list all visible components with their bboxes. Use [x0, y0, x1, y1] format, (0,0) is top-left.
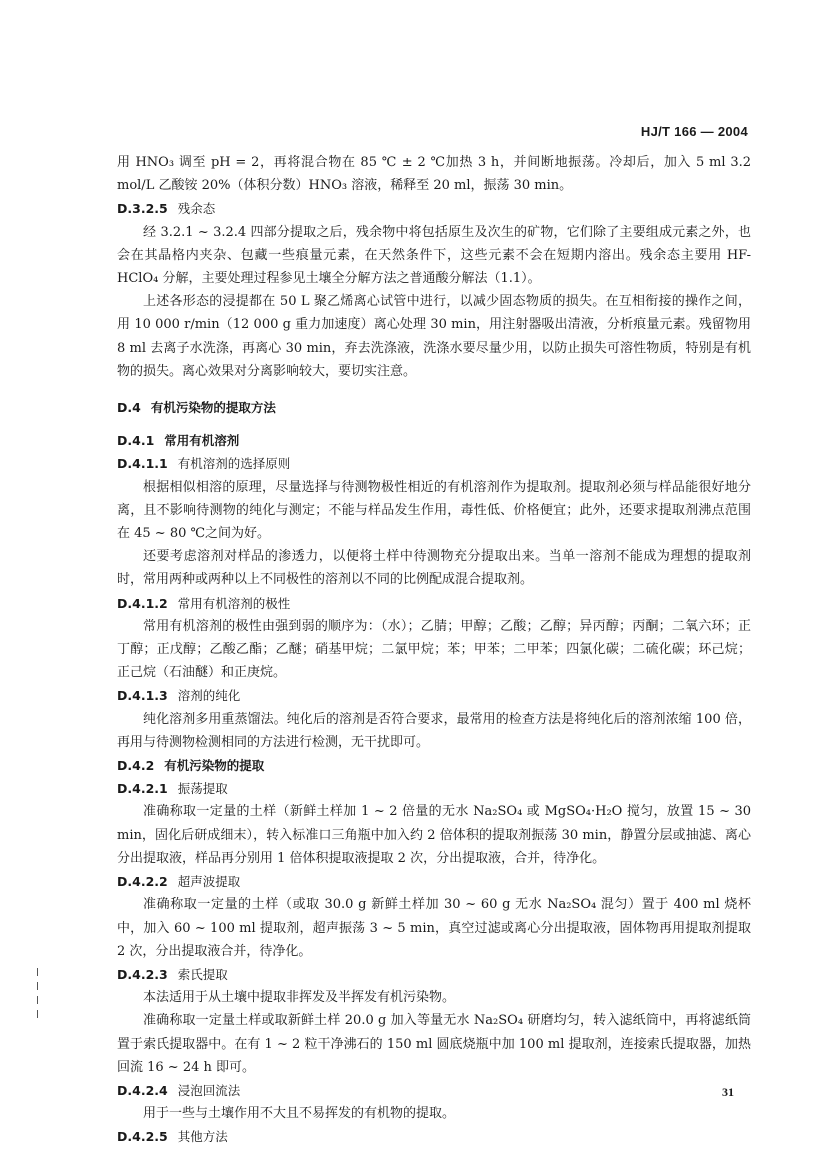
heading-number: D.4.1	[117, 433, 155, 449]
paragraph: 还要考虑溶剂对样品的渗透力，以便将土样中待测物充分提取出来。当单一溶剂不能成为理想的提取剂时，常用两种或两种以上不同极性的溶剂以不同的比例配成混合提取剂。	[117, 549, 751, 588]
paragraph: 本法适用于从土壤中提取非挥发及半挥发有机污染物。	[143, 990, 456, 1006]
section-heading	[117, 396, 751, 419]
heading-number: D.3.2.5	[117, 201, 168, 217]
heading-number: D.4.2.2	[117, 874, 168, 890]
heading-title: 浸泡回流法	[177, 1082, 241, 1098]
paragraph: 纯化溶剂多用重蒸馏法。纯化后的溶剂是否符合要求，最常用的检查方法是将纯化后的溶剂浓缩 100 倍，再用与待测物检测相同的方法进行检测，无干扰即可。	[117, 711, 751, 750]
subsection-heading	[117, 452, 751, 475]
subsection-heading	[117, 684, 751, 707]
paragraph: 经 3.2.1 ~ 3.2.4 四部分提取之后，残余物中将包括原生及次生的矿物，它们除了主要组成元素之外，也会在其晶格内夹杂、包藏一些痕量元素，在天然条件下，这些元素不会在短期内溶出。残余态主要用 HF-HClO₄ 分解，主要处理过程参见土壤全分解方法之普通酸分解法（1.1）。	[117, 224, 751, 287]
paragraph: 用于一些与土壤作用不大且不易挥发的有机物的提取。	[143, 1106, 456, 1122]
subsection-heading	[117, 429, 751, 452]
heading-number: D.4.1.1	[117, 456, 168, 472]
heading-title: 有机溶剂的选择原则	[177, 456, 291, 472]
paragraph: 用 HNO₃ 调至 pH = 2，再将混合物在 85 ℃ ± 2 ℃加热 3 h，并间断地振荡。冷却后，加入 5 ml 3.2 mol/L 乙酸铵 20%（体积分数）HNO₃ 溶液，稀释至 20 ml，振荡 30 min。	[117, 155, 751, 194]
heading-title: 超声波提取	[177, 874, 241, 890]
subsection-heading	[117, 777, 751, 800]
heading-number: D.4.2.3	[117, 966, 168, 982]
heading-title: 常用有机溶剂的极性	[177, 595, 291, 611]
paragraph: 根据相似相溶的原理，尽量选择与待测物极性相近的有机溶剂作为提取剂。提取剂必须与样品能很好地分离，且不影响待测物的纯化与测定；不能与样品发生作用，毒性低、价格便宜；此外，还要求提取剂沸点范围在 45 ~ 80 ℃之间为好。	[117, 479, 751, 542]
heading-title: 残余态	[177, 201, 216, 217]
standard-code: HJ/T 166 — 2004	[640, 124, 748, 139]
document-body	[117, 151, 751, 1149]
heading-number: D.4.2	[117, 758, 155, 774]
subsection-heading	[117, 1079, 751, 1102]
subsection-heading	[117, 870, 751, 893]
heading-number: D.4.2.5	[117, 1129, 168, 1145]
subsection-heading	[117, 592, 751, 615]
subsection-heading	[117, 197, 751, 220]
heading-title: 振荡提取	[177, 781, 228, 797]
heading-title: 常用有机溶剂	[164, 433, 240, 449]
heading-number: D.4.2.1	[117, 781, 168, 797]
heading-title: 有机污染物的提取	[164, 758, 265, 774]
paragraph: 准确称取一定量土样或取新鲜土样 20.0 g 加入等量无水 Na₂SO₄ 研磨均匀，转入滤纸筒中，再将滤纸筒置于索氏提取器中。在有 1 ~ 2 粒干净沸石的 150 ml 圆底烧瓶中加 100 ml 提取剂，连接索氏提取器，加热回流 16 ~ 24 h 即可。	[117, 1013, 751, 1075]
heading-title: 索氏提取	[177, 966, 228, 982]
paragraph: 准确称取一定量的土样（或取 30.0 g 新鲜土样加 30 ~ 60 g 无水 Na₂SO₄ 混匀）置于 400 ml 烧杯中，加入 60 ~ 100 ml 提取剂，超声振荡 3 ~ 5 min，真空过滤或离心分出提取液，固体物再用提取剂提取 2 次，分出提取液合并，待净化。	[117, 897, 751, 959]
heading-title: 有机污染物的提取方法	[150, 400, 276, 416]
paragraph: 上述各形态的浸提都在 50 L 聚乙烯离心试管中进行，以减少固态物质的损失。在互相衔接的操作之间，用 10 000 r/min（12 000 g 重力加速度）离心处理 30 min，用注射器吸出清液，分析痕量元素。残留物用 8 ml 去离子水洗涤，再离心 30 min，弃去洗涤液，洗涤水要尽量少用，以防止损失可溶性物质，特别是有机物的损失。离心效果对分离影响较大，要切实注意。	[117, 294, 751, 379]
subsection-heading	[117, 754, 751, 777]
subsection-heading	[117, 1125, 751, 1148]
heading-title: 其他方法	[177, 1129, 228, 1145]
page-number: 31	[722, 1085, 734, 1099]
heading-title: 溶剂的纯化	[177, 688, 241, 704]
heading-number: D.4.1.2	[117, 595, 168, 611]
heading-number: D.4.1.3	[117, 688, 168, 704]
heading-number: D.4.2.4	[117, 1082, 168, 1098]
heading-number: D.4	[117, 400, 141, 416]
paragraph: 常用有机溶剂的极性由强到弱的顺序为：（水）；乙腈；甲醇；乙酸；乙醇；异丙醇；丙酮；二氧六环；正丁醇；正戊醇；乙酸乙酯；乙醚；硝基甲烷；二氯甲烷；苯；甲苯；二甲苯；四氯化碳；二硫化碳；环己烷；正己烷（石油醚）和正庚烷。	[117, 618, 751, 681]
subsection-heading	[117, 963, 751, 986]
paragraph: 准确称取一定量的土样（新鲜土样加 1 ~ 2 倍量的无水 Na₂SO₄ 或 MgSO₄·H₂O 搅匀，放置 15 ~ 30 min，固化后研成细末），转入标准口三角瓶中加入约 2 倍体积的提取剂振荡 30 min，静置分层或抽滤、离心分出提取液，样品再分别用 1 倍体积提取液提取 2 次，分出提取液，合并，待净化。	[117, 804, 751, 866]
binding-marks	[34, 968, 40, 1028]
